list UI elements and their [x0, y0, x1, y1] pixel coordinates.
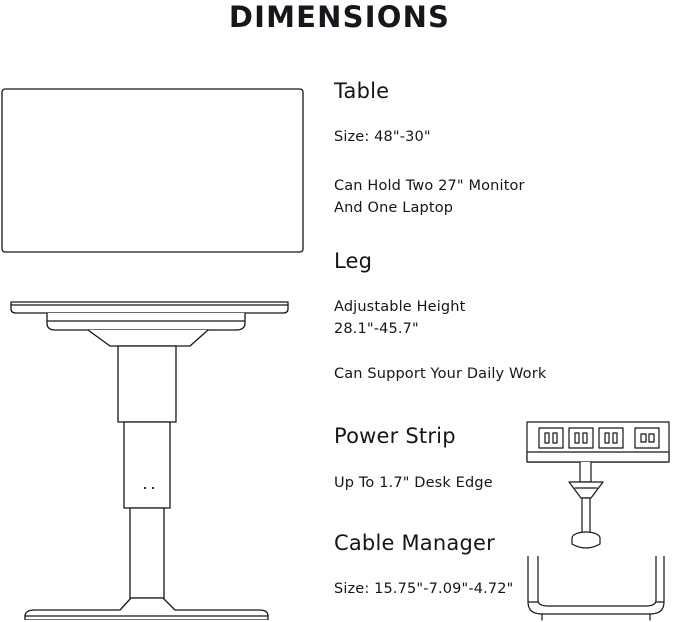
spec-heading-cable-manager: Cable Manager	[334, 531, 495, 556]
spec-leg-adjustable: Adjustable Height	[334, 298, 466, 315]
spec-table-capacity-2: And One Laptop	[334, 200, 454, 217]
desk-side-outline	[11, 302, 288, 620]
spec-power-strip-edge: Up To 1.7" Desk Edge	[334, 474, 493, 491]
spec-leg-support: Can Support Your Daily Work	[334, 365, 547, 382]
spec-table-size: Size: 48"-30"	[334, 129, 431, 146]
power-strip-illustration	[525, 412, 675, 572]
spec-heading-leg: Leg	[334, 248, 373, 273]
cable-manager-illustration	[520, 556, 675, 622]
spec-heading-table: Table	[334, 79, 390, 103]
desk-illustration	[0, 80, 320, 620]
spec-table-capacity-1: Can Hold Two 27" Monitor	[334, 177, 525, 194]
page-title: DIMENSIONS	[228, 0, 451, 34]
spec-table	[334, 78, 679, 220]
spec-leg	[334, 248, 679, 386]
tabletop-outline	[2, 89, 303, 252]
spec-cable-manager-size: Size: 15.75"-7.09"-4.72"	[334, 581, 514, 598]
spec-leg-range: 28.1"-45.7"	[334, 321, 419, 338]
spec-heading-power-strip: Power Strip	[334, 424, 456, 449]
